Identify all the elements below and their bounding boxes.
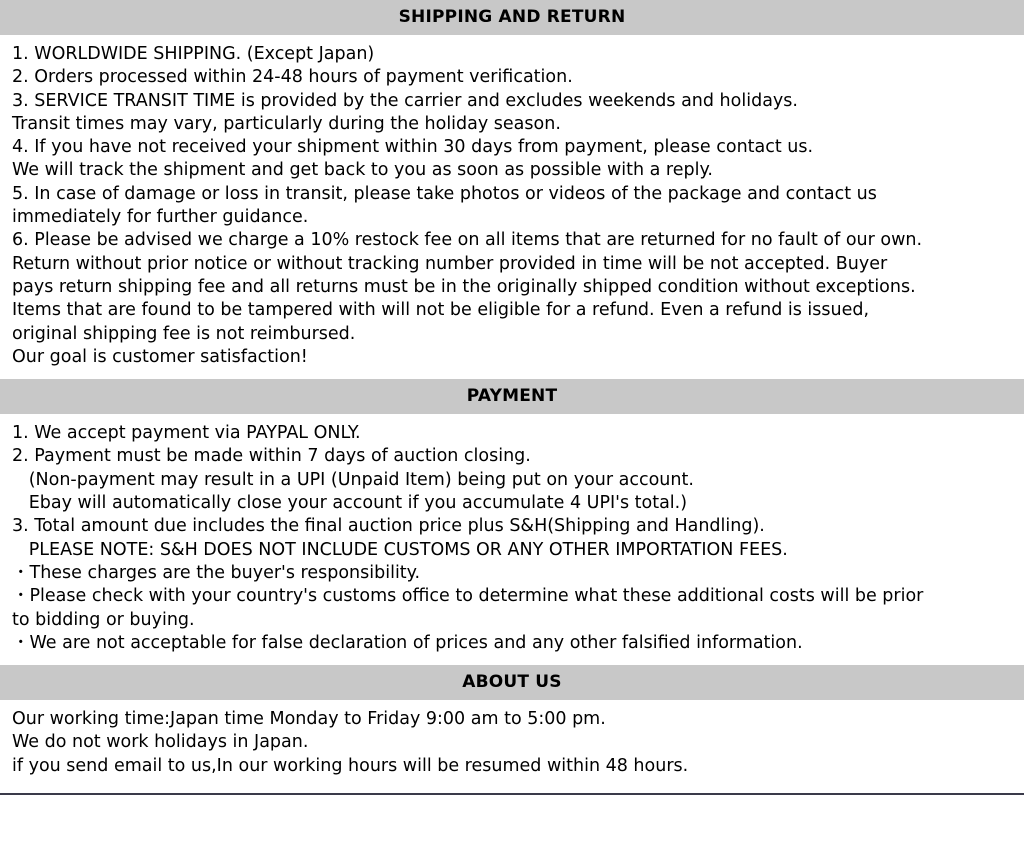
text-line: 5. In case of damage or loss in transit, please take photos or videos of the package and contact us — [12, 183, 877, 204]
bottom-divider — [0, 793, 1024, 795]
section-header-shipping: SHIPPING AND RETURN — [0, 0, 1024, 35]
text-line: We will track the shipment and get back to you as soon as possible with a reply. — [12, 160, 713, 181]
text-line: Ebay will automatically close your account if you accumulate 4 UPI's total.) — [12, 493, 688, 514]
text-line: 1. WORLDWIDE SHIPPING. (Except Japan) — [12, 44, 375, 64]
section-header-about-us: ABOUT US — [0, 665, 1024, 700]
section-shipping-and-return — [0, 0, 1024, 375]
section-body-payment — [0, 414, 1024, 661]
text-line: Return without prior notice or without tracking number provided in time will be not accepted. Buyer — [12, 253, 888, 274]
text-line: ・These charges are the buyer's responsibility. — [12, 562, 421, 583]
text-line: Our goal is customer satisfaction! — [12, 346, 308, 367]
text-line: Transit times may vary, particularly during the holiday season. — [12, 113, 561, 134]
text-line: Our working time:Japan time Monday to Friday 9:00 am to 5:00 pm. — [12, 709, 606, 730]
section-body-shipping — [0, 35, 1024, 375]
text-line: if you send email to us,In our working hours will be resumed within 48 hours. — [12, 755, 689, 776]
section-header-payment: PAYMENT — [0, 379, 1024, 414]
text-line: 2. Payment must be made within 7 days of auction closing. — [12, 446, 531, 467]
text-line: Items that are found to be tampered with will not be eligible for a refund. Even a refund is issued, — [12, 300, 870, 321]
text-line: to bidding or buying. — [12, 609, 195, 630]
text-line: ・Please check with your country's customs office to determine what these additional costs will be prior — [12, 586, 924, 607]
text-line: 3. Total amount due includes the final auction price plus S&H(Shipping and Handling). — [12, 516, 765, 537]
section-body-about-us — [0, 700, 1024, 784]
section-about-us — [0, 665, 1024, 784]
text-line: original shipping fee is not reimbursed. — [12, 323, 356, 344]
text-line: PLEASE NOTE: S&H DOES NOT INCLUDE CUSTOMS OR ANY OTHER IMPORTATION FEES. — [12, 539, 788, 560]
text-line: We do not work holidays in Japan. — [12, 732, 309, 753]
text-line: 6. Please be advised we charge a 10% restock fee on all items that are returned for no fault of our own. — [12, 230, 923, 251]
text-line: ・We are not acceptable for false declaration of prices and any other falsified information. — [12, 632, 803, 653]
text-line: pays return shipping fee and all returns must be in the originally shipped condition without exceptions. — [12, 276, 916, 297]
text-line: immediately for further guidance. — [12, 207, 309, 228]
text-line: 4. If you have not received your shipment within 30 days from payment, please contact us. — [12, 137, 814, 158]
text-line: 1. We accept payment via PAYPAL ONLY. — [12, 423, 361, 444]
text-line: 2. Orders processed within 24-48 hours of payment verification. — [12, 67, 573, 88]
text-line: (Non-payment may result in a UPI (Unpaid Item) being put on your account. — [12, 469, 694, 490]
text-line: 3. SERVICE TRANSIT TIME is provided by the carrier and excludes weekends and holidays. — [12, 90, 798, 111]
section-payment — [0, 379, 1024, 661]
